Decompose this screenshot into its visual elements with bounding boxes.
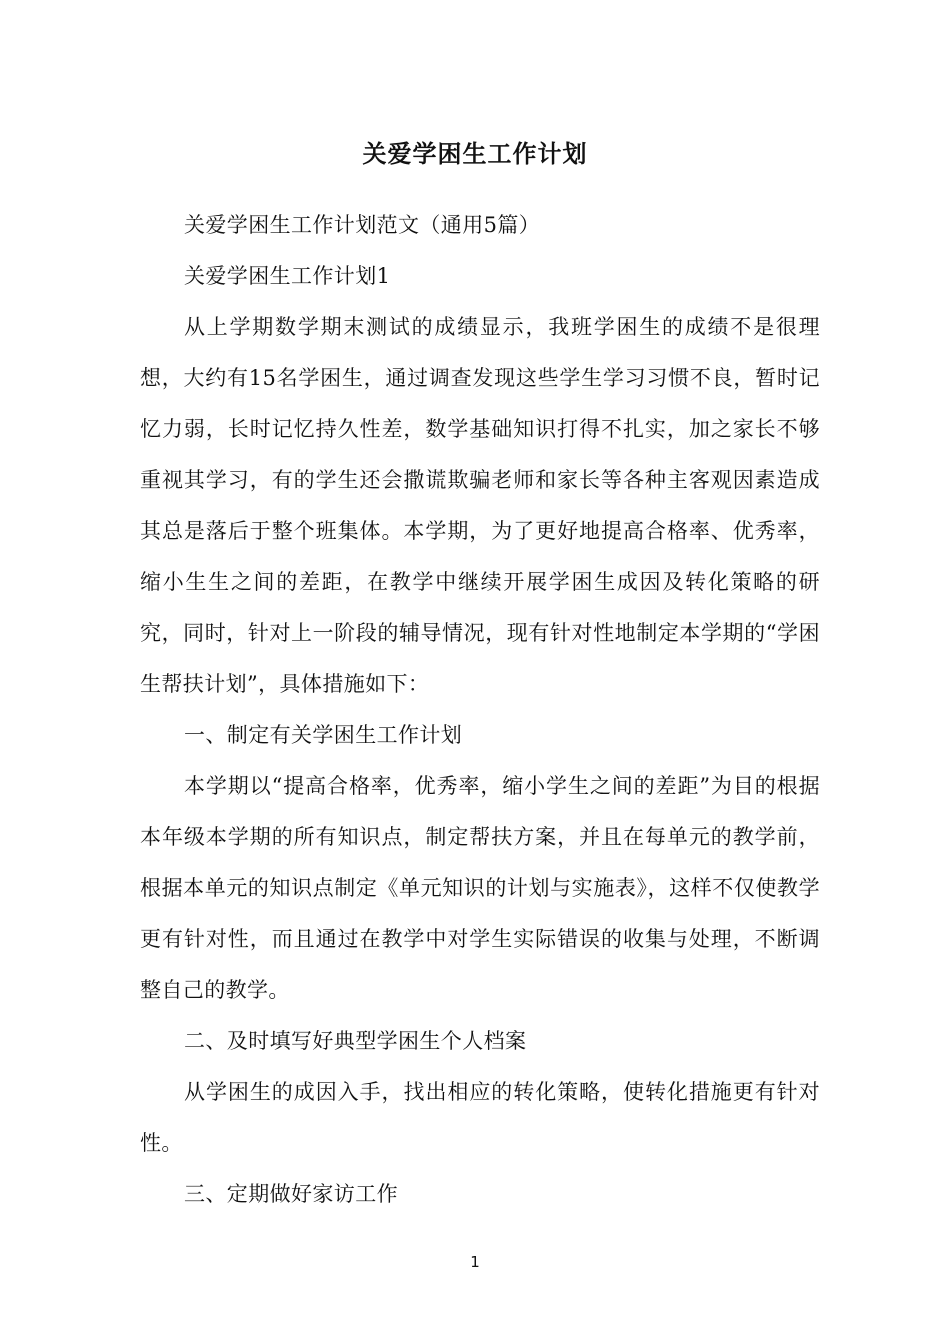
paragraph-section-2: 从学困生的成因入手，找出相应的转化策略，使转化措施更有针对性。 [140,1080,820,1155]
paragraph-section-1: 本学期以“提高合格率，优秀率，缩小学生之间的差距”为目的根据本年级本学期的所有知识点，制定帮扶方案，并且在每单元的教学前，根据本单元的知识点制定《单元知识的计划与实施表》，这样不仅使教学更有针对性，而且通过在教学中对学生实际错误的收集与处理，不断调整自己的教学。 [140,774,820,1002]
page-number: 1 [470,1253,480,1271]
paragraph-intro: 从上学期数学期末测试的成绩显示，我班学困生的成绩不是很理想，大约有15名学困生，通过调查发现这些学生学习习惯不良，暂时记忆力弱，长时记忆持久性差，数学基础知识打得不扎实，加之家长不够重视其学习，有的学生还会撒谎欺骗老师和家长等各种主客观因素造成其总是落后于整个班集体。本学期，为了更好地提高合格率、优秀率，缩小生生之间的差距，在教学中继续开展学困生成因及转化策略的研究，同时，针对上一阶段的辅导情况，现有针对性地制定本学期的“学困生帮扶计划”，具体措施如下： [140,315,820,696]
document-title: 关爱学困生工作计划 [362,140,588,168]
section-heading-2: 二、及时填写好典型学困生个人档案 [184,1029,527,1053]
section-heading-1: 一、制定有关学困生工作计划 [184,723,463,747]
paragraph-plan-heading: 关爱学困生工作计划1 [184,264,391,288]
section-heading-3: 三、定期做好家访工作 [184,1182,398,1206]
document-body [140,200,820,1220]
paragraph-subtitle: 关爱学困生工作计划范文（通用5篇） [184,213,541,237]
